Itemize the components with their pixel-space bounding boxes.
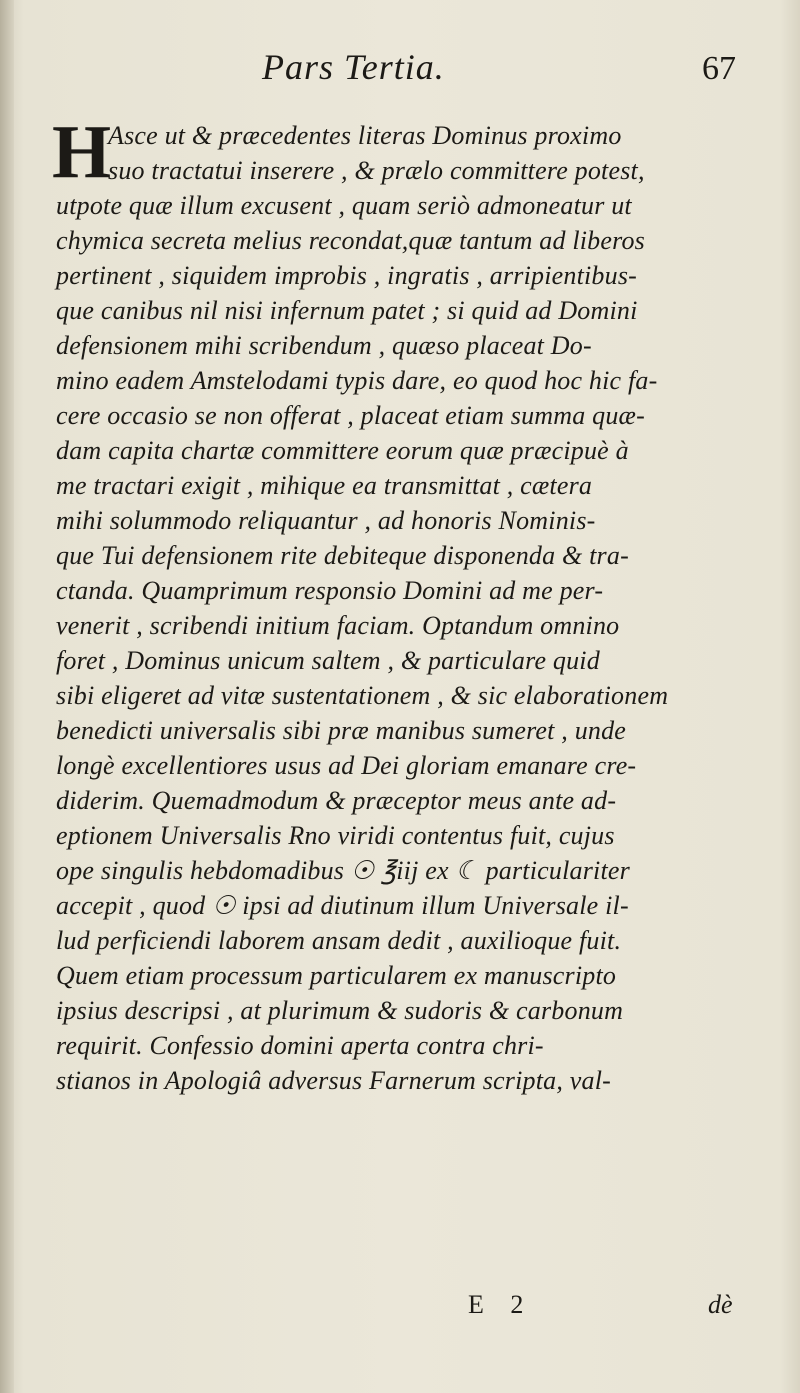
page-gutter (0, 0, 14, 1393)
page-number: 67 (702, 50, 736, 87)
page-footer (0, 1290, 800, 1330)
body-text (52, 110, 776, 1098)
running-title: Pars Tertia. (262, 47, 445, 87)
catchword: dè (708, 1290, 733, 1319)
text-line: accepit , quod ☉ ipsi ad diutinum illum Universale il- (56, 891, 629, 920)
text-line: foret , Dominus unicum saltem , & particulare quid (56, 646, 600, 675)
text-line: ctanda. Quamprimum responsio Domini ad me per- (56, 576, 604, 605)
drop-cap-initial: H (52, 110, 112, 194)
text-line: stianos in Apologiâ adversus Farnerum scripta, val- (56, 1066, 611, 1095)
text-line: diderim. Quemadmodum & præceptor meus ante ad- (56, 786, 617, 815)
text-line: dam capita chartæ committere eorum quæ præcipuè à (56, 436, 629, 465)
text-line: benedicti universalis sibi præ manibus sumeret , unde (56, 716, 627, 745)
text-line: sibi eligeret ad vitæ sustentationem , & sic elaborationem (56, 681, 669, 710)
text-line: longè excellentiores usus ad Dei gloriam emanare cre- (56, 751, 637, 780)
text-line: ipsius descripsi , at plurimum & sudoris & carbonum (56, 996, 624, 1025)
signature-mark: E 2 (468, 1290, 534, 1319)
text-line-content: Asce ut & præcedentes literas Dominus proximo (108, 121, 622, 150)
text-line: ope singulis hebdomadibus ☉ ℥iij ex ☾ particulariter (56, 856, 630, 885)
text-line: lud perficiendi laborem ansam dedit , auxilioque fuit. (56, 926, 622, 955)
page-header (0, 46, 800, 96)
text-line: que Tui defensionem rite debiteque disponenda & tra- (56, 541, 629, 570)
text-line: suo tractatui inserere , & prælo committere potest, (108, 156, 645, 185)
text-line: me tractari exigit , mihique ea transmittat , cætera (56, 471, 593, 500)
text-line: pertinent , siquidem improbis , ingratis , arripientibus- (56, 261, 638, 290)
text-line: utpote quæ illum excusent , quam seriò admoneatur ut (56, 191, 632, 220)
text-line: defensionem mihi scribendum , quæso placeat Do- (56, 331, 592, 360)
text-line: mihi solummodo reliquantur , ad honoris Nominis- (56, 506, 596, 535)
text-line: Quem etiam processum particularem ex manuscripto (56, 961, 617, 990)
text-line: que canibus nil nisi infernum patet ; si quid ad Domini (56, 296, 638, 325)
text-line: mino eadem Amstelodami typis dare, eo quod hoc hic fa- (56, 366, 658, 395)
text-line: requirit. Confessio domini aperta contra chri- (56, 1031, 544, 1060)
text-line: cere occasio se non offerat , placeat etiam summa quæ- (56, 401, 645, 430)
text-line: eptionem Universalis Rno viridi contentus fuit, cujus (56, 821, 615, 850)
text-line: chymica secreta melius recondat,quæ tantum ad liberos (56, 226, 645, 255)
text-line: venerit , scribendi initium faciam. Optandum omnino (56, 611, 620, 640)
